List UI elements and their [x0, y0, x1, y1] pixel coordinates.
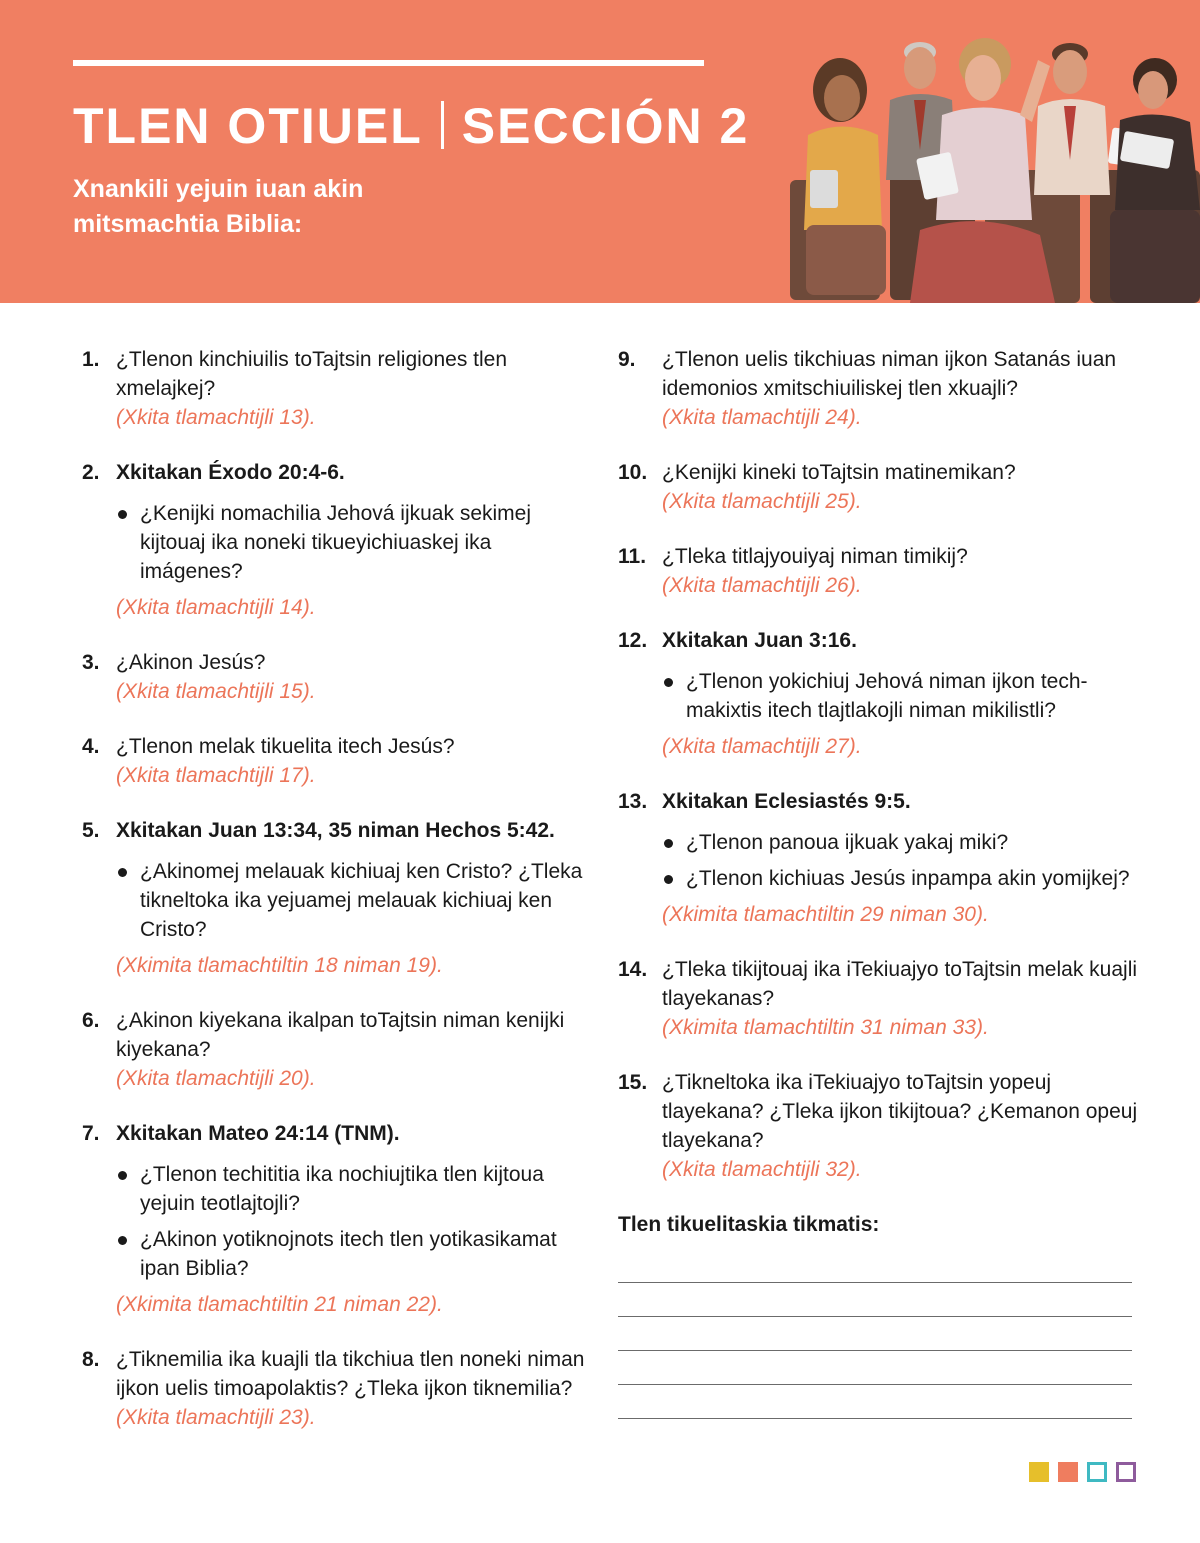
- question-bullets: [116, 1160, 592, 1283]
- square-teal-outline: [1087, 1462, 1107, 1482]
- question-list-right: [618, 345, 1138, 1184]
- lesson-reference: (Xkita tlamachtijli 15).: [116, 680, 316, 703]
- person-1-face: [824, 75, 860, 121]
- question-item: [618, 542, 1138, 600]
- question-item: [618, 626, 1138, 761]
- bullet-item: [662, 667, 1138, 725]
- question-number: 5.: [82, 819, 100, 842]
- question-item: [82, 1345, 592, 1432]
- lesson-reference: (Xkita tlamachtijli 26).: [662, 574, 862, 597]
- notes-title: Tlen tikuelitaskia tikmatis:: [618, 1213, 880, 1236]
- question-number: 2.: [82, 461, 100, 484]
- bullet-dot-icon: [664, 875, 673, 884]
- bullet-dot-icon: [118, 510, 127, 519]
- lesson-reference: (Xkimita tlamachtiltin 21 niman 22).: [116, 1293, 443, 1316]
- square-yellow: [1029, 1462, 1049, 1482]
- bullet-item: [116, 1160, 592, 1218]
- question-text: Xkitakan Eclesiastés 9:5.: [662, 790, 911, 813]
- lesson-reference: (Xkita tlamachtijli 27).: [662, 735, 862, 758]
- question-number: 8.: [82, 1348, 100, 1371]
- question-text: ¿Tleka tikijtouaj ika iTekiuajyo toTajtsin melak kuajli tlayekanas?: [662, 958, 1138, 1010]
- lesson-reference: (Xkita tlamachtijli 24).: [662, 406, 862, 429]
- bullet-text: ¿Tlenon techititia ika nochiujtika tlen kijtoua yejuin teotlajtojli?: [140, 1163, 544, 1215]
- lesson-reference: (Xkita tlamachtijli 20).: [116, 1067, 316, 1090]
- bullet-item: [116, 857, 592, 944]
- question-number: 1.: [82, 348, 100, 371]
- question-item: [82, 648, 592, 706]
- question-number: 13.: [618, 790, 648, 813]
- lesson-reference: (Xkita tlamachtijli 17).: [116, 764, 316, 787]
- page-title: [73, 96, 749, 156]
- question-item: [618, 345, 1138, 432]
- person-3-face: [965, 55, 1001, 101]
- note-line[interactable]: [618, 1283, 1132, 1317]
- bullet-text: ¿Tlenon kichiuas Jesús inpampa akin yomijkej?: [686, 867, 1130, 890]
- question-item: [82, 816, 592, 980]
- question-bullets: [662, 667, 1138, 725]
- lesson-reference: (Xkimita tlamachtiltin 18 niman 19).: [116, 954, 443, 977]
- lesson-reference: (Xkita tlamachtijli 14).: [116, 596, 316, 619]
- question-text: Xkitakan Éxodo 20:4-6.: [116, 461, 345, 484]
- question-item: [82, 1119, 592, 1319]
- notes-lines: [618, 1239, 1138, 1419]
- question-text: ¿Akinon kiyekana ikalpan toTajtsin niman kenijki kiyekana?: [116, 1009, 565, 1061]
- question-number: 7.: [82, 1122, 100, 1145]
- person-3-skirt: [910, 221, 1055, 303]
- person-5-skirt: [1110, 210, 1200, 303]
- question-item: [82, 345, 592, 432]
- question-number: 12.: [618, 629, 648, 652]
- questions-column-right: [618, 345, 1138, 1419]
- note-line[interactable]: [618, 1317, 1132, 1351]
- seated-people-illustration: [770, 30, 1200, 303]
- question-item: [618, 1068, 1138, 1184]
- question-text: ¿Kenijki kineki toTajtsin matinemikan?: [662, 461, 1016, 484]
- question-text: ¿Tlenon melak tikuelita itech Jesús?: [116, 735, 455, 758]
- person-5-face: [1138, 71, 1168, 109]
- question-number: 10.: [618, 461, 648, 484]
- question-number: 11.: [618, 545, 647, 568]
- questions-column-left: [82, 345, 592, 1458]
- question-text: ¿Tlenon kinchiuilis toTajtsin religiones tlen xmelajkej?: [116, 348, 508, 400]
- square-coral: [1058, 1462, 1078, 1482]
- person-2-face: [904, 47, 936, 89]
- question-text: ¿Tiknemilia ika kuajli tla tikchiua tlen noneki niman ijkon uelis timoapolaktis? ¿Tleka ijkon tiknemilia?: [116, 1348, 585, 1400]
- question-number: 14.: [618, 958, 648, 981]
- question-bullets: [116, 499, 592, 586]
- question-item: [618, 458, 1138, 516]
- bullet-dot-icon: [118, 868, 127, 877]
- bullet-dot-icon: [118, 1171, 127, 1180]
- person-4-face: [1053, 50, 1087, 94]
- bullet-text: ¿Tlenon yokichiuj Jehová niman ijkon techmakixtis itech tlajtlakojli niman mikilistli?: [686, 670, 1088, 722]
- lesson-reference: (Xkita tlamachtijli 13).: [116, 406, 316, 429]
- bullet-item: [662, 864, 1138, 893]
- title-separator: [441, 101, 444, 149]
- question-item: [82, 732, 592, 790]
- lesson-reference: (Xkimita tlamachtiltin 31 niman 33).: [662, 1016, 989, 1039]
- lesson-reference: (Xkita tlamachtijli 32).: [662, 1158, 862, 1181]
- note-line[interactable]: [618, 1385, 1132, 1419]
- lesson-reference: (Xkimita tlamachtiltin 29 niman 30).: [662, 903, 989, 926]
- header-banner: [0, 0, 1200, 303]
- question-number: 15.: [618, 1071, 648, 1094]
- bullet-dot-icon: [118, 1236, 127, 1245]
- bullet-item: [116, 1225, 592, 1283]
- question-number: 3.: [82, 651, 100, 674]
- question-text: ¿Akinon Jesús?: [116, 651, 266, 674]
- lesson-reference: (Xkita tlamachtijli 25).: [662, 490, 862, 513]
- header-rule: [73, 60, 704, 66]
- title-part-1: TLEN OTIUEL: [73, 98, 423, 154]
- bullet-text: ¿Tlenon panoua ijkuak yakaj miki?: [686, 831, 1009, 854]
- question-bullets: [662, 828, 1138, 893]
- bullet-item: [662, 828, 1138, 857]
- question-item: [82, 1006, 592, 1093]
- question-text: ¿Tleka titlajyouiyaj niman timikij?: [662, 545, 968, 568]
- question-number: 9.: [618, 348, 636, 371]
- question-text: Xkitakan Juan 13:34, 35 niman Hechos 5:42.: [116, 819, 555, 842]
- person-1-skirt: [806, 225, 886, 295]
- bullet-text: ¿Akinon yotiknojnots itech tlen yotikasikamat ipan Biblia?: [140, 1228, 557, 1280]
- bullet-text: ¿Kenijki nomachilia Jehová ijkuak sekimej kijtouaj ika noneki tikueyichiuaskej ika imágenes?: [140, 502, 532, 583]
- question-number: 4.: [82, 735, 100, 758]
- lesson-reference: (Xkita tlamachtijli 23).: [116, 1406, 316, 1429]
- square-purple-outline: [1116, 1462, 1136, 1482]
- question-item: [618, 955, 1138, 1042]
- question-item: [618, 787, 1138, 929]
- question-item: [82, 458, 592, 622]
- question-list-left: [82, 345, 592, 1432]
- bullet-dot-icon: [664, 839, 673, 848]
- question-bullets: [116, 857, 592, 944]
- bullet-item: [116, 499, 592, 586]
- note-line[interactable]: [618, 1351, 1132, 1385]
- decorative-squares: [1029, 1462, 1136, 1482]
- page-subtitle: Xnankili yejuin iuan akin mitsmachtia Biblia:: [73, 175, 364, 238]
- question-text: Xkitakan Juan 3:16.: [662, 629, 857, 652]
- question-number: 6.: [82, 1009, 100, 1032]
- question-text: ¿Tlenon uelis tikchiuas niman ijkon Satanás iuan idemonios xmitschiuiliskej tlen xkuajli?: [662, 348, 1117, 400]
- note-line[interactable]: [618, 1239, 1132, 1283]
- question-text: ¿Tikneltoka ika iTekiuajyo toTajtsin yopeuj tlayekana? ¿Tleka ijkon tikijtoua? ¿Kemanon opeuj tlayekana?: [662, 1071, 1138, 1152]
- bullet-dot-icon: [664, 678, 673, 687]
- bullet-text: ¿Akinomej melauak kichiuaj ken Cristo? ¿Tleka tikneltoka ika yejuamej melauak kichiuaj ken Cristo?: [140, 860, 583, 941]
- title-part-2: SECCIÓN 2: [461, 98, 750, 154]
- question-text: Xkitakan Mateo 24:14 (TNM).: [116, 1122, 400, 1145]
- person-1-tablet: [810, 170, 838, 208]
